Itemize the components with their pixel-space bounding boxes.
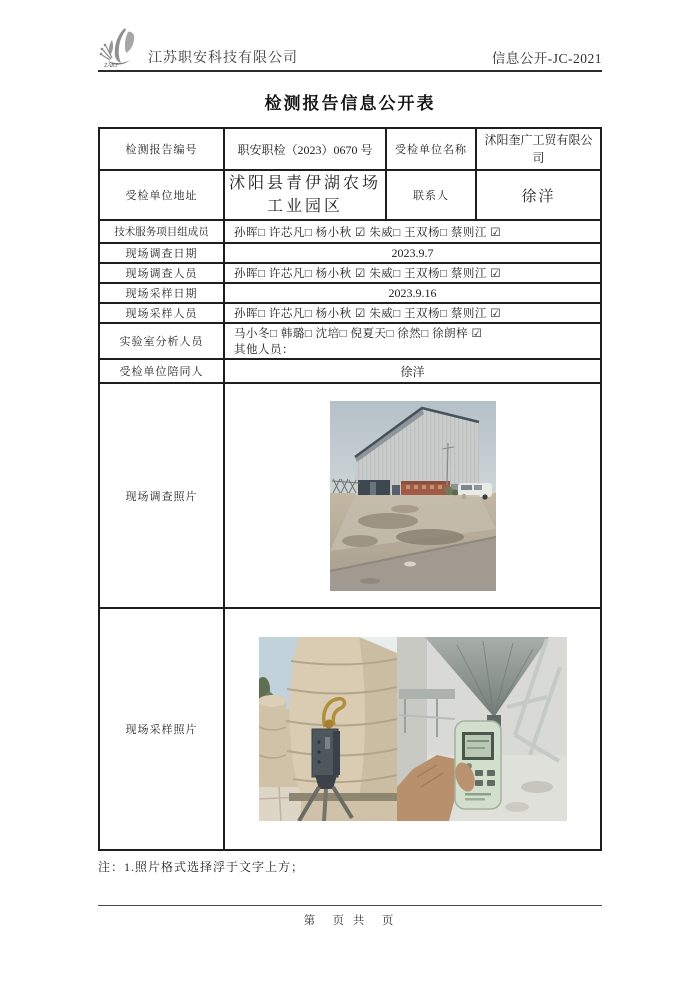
table-row <box>99 128 601 170</box>
company-logo-icon <box>98 26 144 68</box>
sampling-date-label: 现场采样日期 <box>99 283 224 303</box>
small-tank-in-photo <box>259 695 286 787</box>
sampling-date-value: 2023.9.16 <box>224 283 601 303</box>
table-row <box>99 383 601 608</box>
sampling-photo-cell <box>224 608 601 850</box>
escort-label: 受检单位陪同人 <box>99 359 224 383</box>
survey-staff-label: 现场调查人员 <box>99 263 224 283</box>
page-number-text: 第 页 共 页 <box>303 915 397 927</box>
contact-person-value: 徐洋 <box>476 170 601 220</box>
page-title: 检测报告信息公开表 <box>264 94 436 113</box>
team-members-value: 孙晖□ 许芯凡□ 杨小秋 ☑ 朱威□ 王双杨□ 蔡则江 ☑ <box>224 220 601 243</box>
report-info-table <box>98 127 602 851</box>
sound-meter-in-photo <box>451 721 500 809</box>
sampling-staff-value: 孙晖□ 许芯凡□ 杨小秋 ☑ 朱威□ 王双杨□ 蔡则江 ☑ <box>224 303 601 323</box>
table-row <box>99 359 601 383</box>
sampling-photo-tank <box>259 637 397 821</box>
page-footer <box>98 905 602 928</box>
table-row <box>99 283 601 303</box>
lab-staff-value <box>224 323 601 359</box>
team-members-label: 技术服务项目组成员 <box>99 220 224 243</box>
unit-address-label: 受检单位地址 <box>99 170 224 220</box>
sampling-staff-label: 现场采样人员 <box>99 303 224 323</box>
logo-text: ZAKJ <box>104 63 118 68</box>
unit-name-value: 沭阳奎广工贸有限公司 <box>476 128 601 170</box>
table-row <box>99 170 601 220</box>
page-header <box>98 30 602 72</box>
lab-staff-line2: 其他人员： <box>234 344 294 357</box>
unit-address-value: 沭阳县青伊湖农场工业园区 <box>224 170 386 220</box>
survey-staff-value: 孙晖□ 许芯凡□ 杨小秋 ☑ 朱威□ 王双杨□ 蔡则江 ☑ <box>224 263 601 283</box>
survey-photo-label: 现场调查照片 <box>99 383 224 608</box>
footnote: 注：1.照片格式选择浮于文字上方； <box>98 860 305 875</box>
table-row <box>99 263 601 283</box>
table-row <box>99 243 601 263</box>
report-number-value: 职安职检（2023）0670 号 <box>224 128 386 170</box>
table-row <box>99 303 601 323</box>
large-tank-in-photo <box>286 637 397 801</box>
lab-staff-line1: 马小冬□ 韩璐□ 沈培□ 倪夏天□ 徐然□ 徐朗梓 ☑ <box>234 328 483 341</box>
sampling-photo-label: 现场采样照片 <box>99 608 224 850</box>
company-name: 江苏职安科技有限公司 <box>148 51 298 66</box>
lab-staff-label: 实验室分析人员 <box>99 323 224 359</box>
survey-date-value: 2023.9.7 <box>224 243 601 263</box>
survey-date-label: 现场调查日期 <box>99 243 224 263</box>
table-row <box>99 220 601 243</box>
document-code: 信息公开-JC-2021 <box>491 51 602 66</box>
report-number-label: 检测报告编号 <box>99 128 224 170</box>
contact-person-label: 联系人 <box>386 170 476 220</box>
table-row <box>99 323 601 359</box>
unit-name-label: 受检单位名称 <box>386 128 476 170</box>
table-row <box>99 608 601 850</box>
factory-site-photo <box>330 401 496 591</box>
sampling-photo-meter <box>397 637 567 821</box>
survey-photo-cell <box>224 383 601 608</box>
escort-value: 徐洋 <box>224 359 601 383</box>
